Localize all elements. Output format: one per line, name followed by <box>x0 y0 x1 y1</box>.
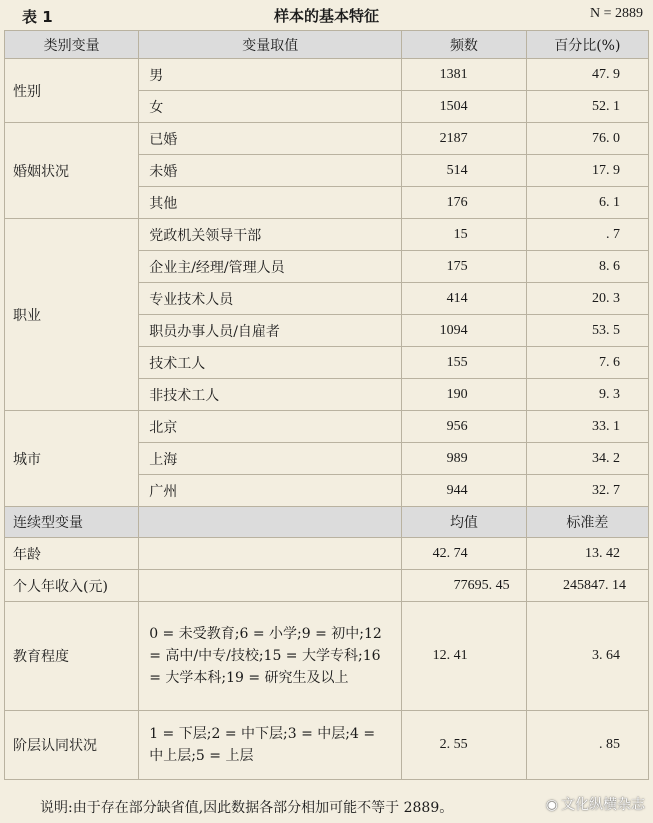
value-cell: 企业主/经理/管理人员 <box>139 251 402 283</box>
sd-cell: 13. 42 <box>526 538 648 570</box>
frequency-cell: 2187 <box>402 123 526 155</box>
description-cell: 1 = 下层;2 = 中下层;3 = 中层;4 = 中上层;5 = 上层 <box>139 711 402 780</box>
category-gender: 性别 <box>5 59 139 123</box>
header-value: 变量取值 <box>139 31 402 59</box>
description-cell <box>139 570 402 602</box>
table-row <box>5 123 649 155</box>
percent-cell: . 7 <box>526 219 648 251</box>
value-cell: 女 <box>139 91 402 123</box>
frequency-cell: 414 <box>402 283 526 315</box>
percent-cell: 47. 9 <box>526 59 648 91</box>
value-cell: 技术工人 <box>139 347 402 379</box>
table-row <box>5 411 649 443</box>
table-row <box>5 538 649 570</box>
header-row <box>5 31 649 59</box>
description-cell: 0 = 未受教育;6 = 小学;9 = 初中;12 = 高中/中专/技校;15 = 大学专科;16 = 大学本科;19 = 研究生及以上 <box>139 602 402 711</box>
table-row <box>5 59 649 91</box>
variable-income: 个人年收入(元) <box>5 570 139 602</box>
table-row <box>5 219 649 251</box>
category-city: 城市 <box>5 411 139 507</box>
mean-cell: 2. 55 <box>402 711 526 780</box>
value-cell: 其他 <box>139 187 402 219</box>
weibo-icon: ◉ <box>545 797 558 813</box>
table-title: 样本的基本特征 <box>273 7 379 25</box>
frequency-cell: 1381 <box>402 59 526 91</box>
frequency-cell: 175 <box>402 251 526 283</box>
percent-cell: 53. 5 <box>526 315 648 347</box>
value-cell: 广州 <box>139 475 402 507</box>
sample-size: N = 2889 <box>589 6 643 21</box>
percent-cell: 52. 1 <box>526 91 648 123</box>
table-row <box>5 602 649 711</box>
value-cell: 北京 <box>139 411 402 443</box>
frequency-cell: 514 <box>402 155 526 187</box>
category-occupation: 职业 <box>5 219 139 411</box>
frequency-cell: 944 <box>402 475 526 507</box>
percent-cell: 33. 1 <box>526 411 648 443</box>
empty-cell <box>139 507 402 538</box>
frequency-cell: 155 <box>402 347 526 379</box>
table-row <box>5 570 649 602</box>
variable-age: 年龄 <box>5 538 139 570</box>
percent-cell: 76. 0 <box>526 123 648 155</box>
header-frequency: 频数 <box>402 31 526 59</box>
percent-cell: 32. 7 <box>526 475 648 507</box>
value-cell: 上海 <box>139 443 402 475</box>
table-note: 说明:由于存在部分缺省值,因此数据各部分相加可能不等于 2889。 <box>40 800 454 816</box>
table-caption <box>0 0 653 30</box>
header-category: 类别变量 <box>5 31 139 59</box>
description-cell <box>139 538 402 570</box>
frequency-cell: 1094 <box>402 315 526 347</box>
frequency-cell: 176 <box>402 187 526 219</box>
sd-cell: . 85 <box>526 711 648 780</box>
variable-class: 阶层认同状况 <box>5 711 139 780</box>
watermark-text: 文化纵横杂志 <box>561 797 645 813</box>
sample-characteristics-table <box>4 30 649 780</box>
value-cell: 职员办事人员/自雇者 <box>139 315 402 347</box>
variable-education: 教育程度 <box>5 602 139 711</box>
percent-cell: 7. 6 <box>526 347 648 379</box>
percent-cell: 8. 6 <box>526 251 648 283</box>
continuous-header-label: 连续型变量 <box>5 507 139 538</box>
value-cell: 党政机关领导干部 <box>139 219 402 251</box>
mean-cell: 77695. 45 <box>402 570 526 602</box>
table-row <box>5 711 649 780</box>
frequency-cell: 190 <box>402 379 526 411</box>
sd-cell: 245847. 14 <box>526 570 648 602</box>
frequency-cell: 1504 <box>402 91 526 123</box>
percent-cell: 34. 2 <box>526 443 648 475</box>
sd-header: 标准差 <box>526 507 648 538</box>
sd-cell: 3. 64 <box>526 602 648 711</box>
frequency-cell: 15 <box>402 219 526 251</box>
header-percent: 百分比(%) <box>526 31 648 59</box>
mean-cell: 12. 41 <box>402 602 526 711</box>
percent-cell: 6. 1 <box>526 187 648 219</box>
continuous-header-row <box>5 507 649 538</box>
table-number: 表 1 <box>22 8 53 26</box>
frequency-cell: 989 <box>402 443 526 475</box>
mean-header: 均值 <box>402 507 526 538</box>
category-marital: 婚姻状况 <box>5 123 139 219</box>
value-cell: 男 <box>139 59 402 91</box>
mean-cell: 42. 74 <box>402 538 526 570</box>
value-cell: 非技术工人 <box>139 379 402 411</box>
value-cell: 未婚 <box>139 155 402 187</box>
watermark <box>546 794 645 814</box>
value-cell: 专业技术人员 <box>139 283 402 315</box>
percent-cell: 9. 3 <box>526 379 648 411</box>
percent-cell: 20. 3 <box>526 283 648 315</box>
percent-cell: 17. 9 <box>526 155 648 187</box>
value-cell: 已婚 <box>139 123 402 155</box>
frequency-cell: 956 <box>402 411 526 443</box>
